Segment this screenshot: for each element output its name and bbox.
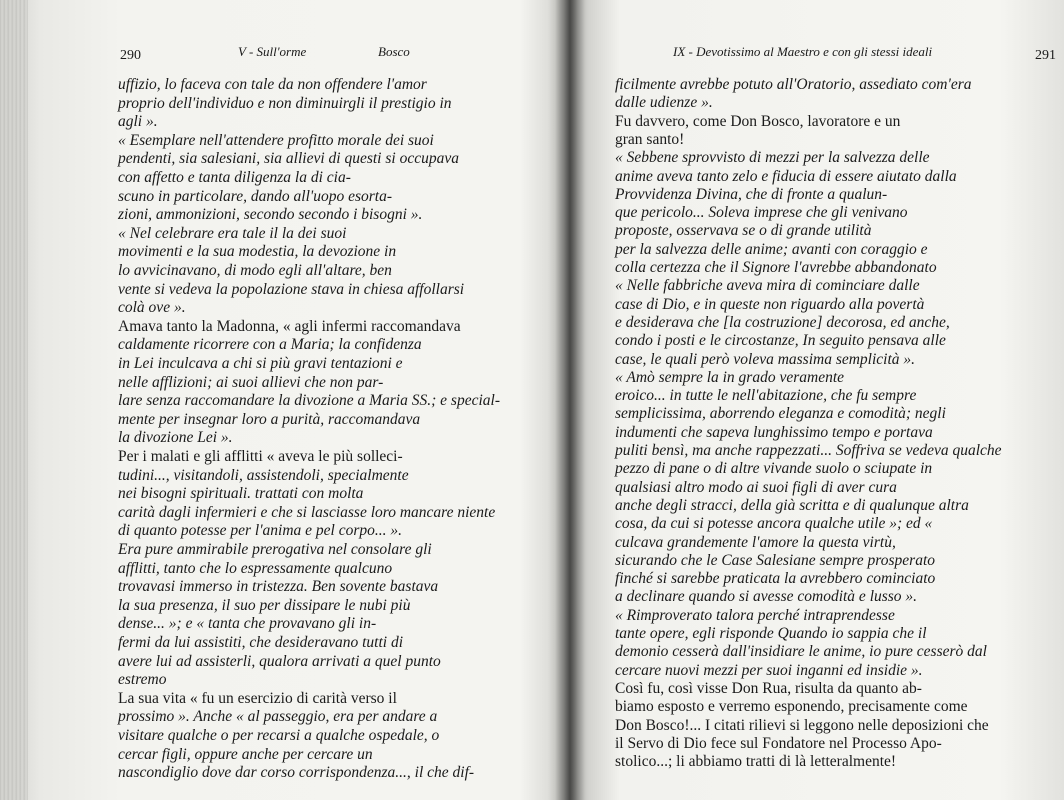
text-line: cercare nuovi mezzi per suoi inganni ed insidie ». [615, 661, 923, 679]
text-line: « Nel celebrare era tale il la dei suoi [118, 224, 347, 242]
text-line: di quanto potesse per l'anima e pel corpo... ». [118, 522, 403, 540]
text-line: visitare qualche o per recarsi a qualche ospedale, o [118, 727, 440, 744]
text-line: puliti bensì, ma anche rappezzati... Soffriva se vedeva qualche [615, 442, 1002, 459]
text-line: fermi da lui assistiti, che desideravano tutti di [118, 634, 404, 651]
text-line: « Amò sempre la in grado veramente [615, 368, 845, 386]
text-line: lare senza raccomandare la divozione a Maria SS.; e special- [118, 392, 500, 410]
text-line: « Sebbene sprovvisto di mezzi per la salvezza delle [615, 149, 930, 167]
text-line: estremo [118, 671, 167, 689]
text-line: movimenti e la sua modestia, la devozione in [118, 243, 397, 261]
text-line: que pericolo... Soleva imprese che gli venivano [615, 204, 908, 222]
text-line: per la salvezza delle anime; avanti con coraggio e [615, 240, 928, 258]
right-header-title: IX - Devotissimo al Maestro e con gli stessi ideali [673, 44, 933, 59]
text-line: nei bisogni spirituali. trattati con molta [118, 485, 364, 503]
text-line: prossimo ». Anche « al passeggio, era per andare a [118, 708, 438, 726]
text-line: la sua presenza, il suo per dissipare le nubi più [118, 596, 411, 614]
text-line: Era pure ammirabile prerogativa nel consolare gli [118, 541, 432, 558]
text-line: condo i posti e le circostanze, In seguito pensava alle [615, 332, 946, 350]
text-line: in Lei inculcava a chi si più gravi tentazioni e [118, 355, 403, 372]
text-line: La sua vita « fu un esercizio di carità verso il [118, 689, 397, 707]
text-line: finché si sarebbe praticata la avrebbero cominciato [615, 570, 936, 588]
text-line: demonio cesserà dall'insidiare le anime, io pure cesserò dal [615, 643, 987, 661]
text-line: vente si vedeva la popolazione stava in chiesa affollarsi [118, 280, 465, 298]
right-page-number: 291 [1035, 48, 1056, 63]
right-page [575, 0, 1064, 800]
text-line: e desiderava che [la costruzione] decorosa, ed anche, [615, 313, 950, 331]
text-line: uffizio, lo faceva con tale da non offendere l'amor [118, 76, 427, 93]
text-line: colà ove ». [118, 299, 186, 317]
text-line: indumenti che sapeva lunghissimo tempo e portava [615, 423, 933, 441]
text-line: Don Bosco!... I citati rilievi si leggono nelle deposizioni che [615, 716, 989, 734]
text-line: nascondiglio dove dar corso corrispondenza..., il che dif- [118, 764, 475, 782]
text-line: mente per insegnar loro a purità, raccomandava [118, 410, 421, 428]
left-header-name: Bosco [378, 44, 410, 59]
text-line: colla certezza che il Signore l'avrebbe abbandonato [615, 259, 937, 276]
text-line: lo avvicinavano, di modo egli all'altare, ben [118, 262, 392, 279]
text-line: Per i malati e gli afflitti « aveva le più solleci- [118, 448, 403, 465]
text-line: caldamente ricorrere con a Maria; la confidenza [118, 336, 422, 354]
text-line: Amava tanto la Madonna, « agli infermi raccomandava [118, 317, 461, 335]
text-line: dalle udienze ». [615, 94, 713, 112]
text-line: case, le quali però voleva massima semplicità ». [615, 350, 916, 368]
text-line: pendenti, sia salesiani, sia allievi di questi si occupava [118, 150, 459, 168]
text-line: cercar figli, oppure anche per cercare un [118, 745, 373, 763]
text-line: trovavasi immerso in tristezza. Ben sovente bastava [118, 578, 439, 596]
text-line: Provvidenza Divina, che di fronte a qualun- [615, 185, 888, 203]
text-line: gran santo! [615, 130, 685, 148]
text-line: il Servo di Dio fece sul Fondatore nel Processo Apo- [615, 734, 942, 752]
text-line: culcava grandemente l'amore la questa virtù, [615, 533, 896, 551]
text-line: semplicissima, aborrendo eleganza e comodità; negli [615, 405, 946, 423]
text-line: biamo esposto e verremo esponendo, precisamente come [615, 698, 968, 716]
text-line: proprio dell'individuo e non diminuirgli il prestigio in [118, 94, 452, 112]
text-line: cosa, da cui si potesse ancora qualche utile »; ed « [615, 515, 933, 533]
text-line: zioni, ammonizioni, secondo secondo i bisogni ». [118, 206, 423, 224]
text-line: « Esemplare nell'attendere profitto morale dei suoi [118, 131, 434, 149]
text-line: avere lui ad assisterli, qualora arrivati a quel punto [118, 652, 441, 670]
left-header-chapter: V - Sull'orme [238, 44, 307, 59]
text-line: la divozione Lei ». [118, 429, 233, 447]
text-line: con affetto e tanta diligenza la di cia- [118, 169, 351, 186]
text-line: stolico...; li abbiamo tratti di là letteralmente! [615, 753, 897, 771]
left-page-number: 290 [120, 48, 141, 63]
text-line: a declinare quando si avesse comodità e lusso ». [615, 588, 918, 606]
text-line: « Rimproverato talora perché intraprendesse [615, 606, 895, 624]
text-line: dense... »; e « tanta che provavano gli in- [118, 615, 377, 633]
text-line: nelle afflizioni; ai suoi allievi che non par- [118, 373, 384, 391]
text-line: « Nelle fabbriche aveva mira di cominciare dalle [615, 277, 920, 295]
text-line: eroico... in tutte le nell'abitazione, che fu sempre [615, 387, 917, 405]
text-line: sicurando che le Case Salesiane sempre prosperato [615, 551, 935, 569]
text-line: ficilmente avrebbe potuto all'Oratorio, assediato com'era [615, 76, 972, 93]
text-line: afflitti, tanto che lo espressamente qualcuno [118, 559, 393, 577]
text-line: tudini..., visitandoli, assistendoli, specialmente [118, 466, 409, 484]
text-line: agli ». [118, 113, 158, 131]
text-line: tante opere, egli risponde Quando io sappia che il [615, 625, 927, 642]
text-line: Fu davvero, come Don Bosco, lavoratore e un [615, 112, 901, 130]
text-line: qualsiasi altro modo ai suoi figli di aver cura [615, 478, 897, 496]
text-line: proposte, osservava se o di grande utilità [615, 222, 872, 240]
text-line: scuno in particolare, dando all'uopo esorta- [118, 187, 392, 205]
text-line: pezzo di pane o di altre vivande suolo o sciupate in [615, 460, 933, 478]
text-line: anche degli stracci, della già scritta e di qualunque altra [615, 496, 969, 514]
text-line: carità dagli infermieri e che si lasciasse loro mancare niente [118, 503, 496, 521]
text-line: Così fu, così visse Don Rua, risulta da quanto ab- [615, 679, 922, 697]
text-line: anime aveva tanto zelo e fiducia di essere aiutato dalla [615, 167, 957, 185]
text-line: case di Dio, e in queste non riguardo alla povertà [615, 295, 925, 313]
